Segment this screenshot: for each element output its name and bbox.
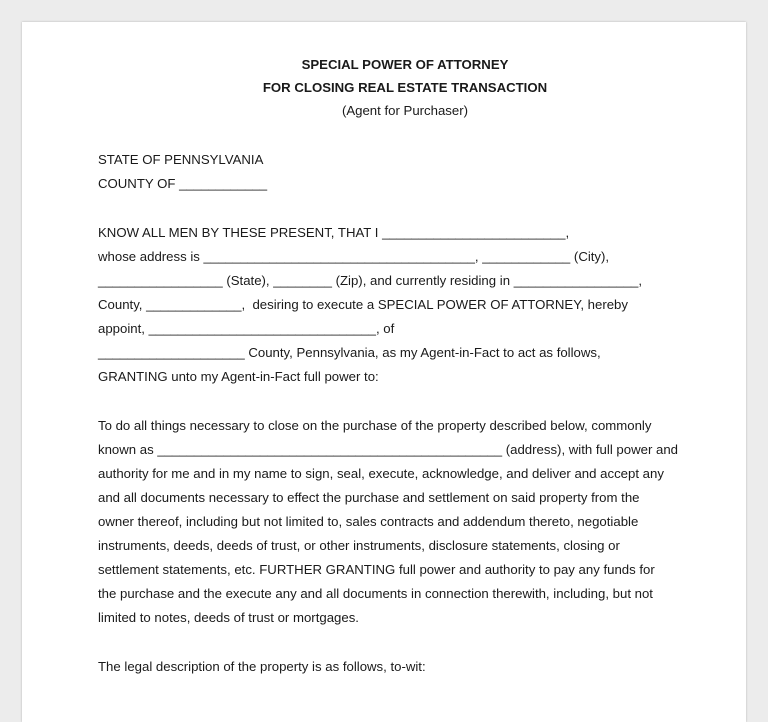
- para2-line: settlement statements, etc. FURTHER GRANTING full power and authority to pay any funds for: [98, 562, 655, 577]
- state-line: STATE OF PENNSYLVANIA: [98, 152, 264, 167]
- document-subtitle: FOR CLOSING REAL ESTATE TRANSACTION: [262, 80, 548, 95]
- document-subtitle-agent: (Agent for Purchaser): [341, 103, 469, 118]
- para2-line: instruments, deeds, deeds of trust, or other instruments, disclosure statements, closing or: [98, 538, 620, 553]
- document-title: SPECIAL POWER OF ATTORNEY: [301, 57, 509, 72]
- para1-line: County, _____________, desiring to execute a SPECIAL POWER OF ATTORNEY, hereby: [98, 297, 628, 312]
- para2-line: owner thereof, including but not limited to, sales contracts and addendum thereto, negotiable: [98, 514, 639, 529]
- para1-line: _________________ (State), ________ (Zip), and currently residing in _________________,: [98, 273, 643, 288]
- para1-line: GRANTING unto my Agent-in-Fact full power to:: [98, 369, 379, 384]
- para2-line: limited to notes, deeds of trust or mortgages.: [98, 610, 359, 625]
- para1-line: KNOW ALL MEN BY THESE PRESENT, THAT I _________________________,: [98, 225, 570, 240]
- para2-line: known as _______________________________________________ (address), with full power and: [98, 442, 678, 457]
- para1-line: whose address is _____________________________________, ____________ (City),: [98, 249, 610, 264]
- para1-line: appoint, _______________________________, of: [98, 321, 395, 336]
- para1-line: ____________________ County, Pennsylvania, as my Agent-in-Fact to act as follows,: [98, 345, 601, 360]
- para2-line: and all documents necessary to effect the purchase and settlement on said property from the: [98, 490, 640, 505]
- para2-line: authority for me and in my name to sign, seal, execute, acknowledge, and deliver and accept any: [98, 466, 664, 481]
- para2-line: To do all things necessary to close on the purchase of the property described below, commonly: [98, 418, 652, 433]
- county-line: COUNTY OF ____________: [98, 176, 268, 191]
- para2-line: the purchase and the execute any and all documents in connection therewith, including, but not: [98, 586, 653, 601]
- para3-line: The legal description of the property is as follows, to-wit:: [98, 659, 426, 674]
